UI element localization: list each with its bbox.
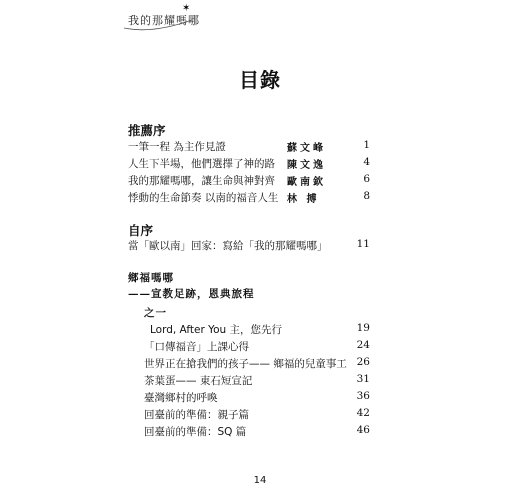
toc-entry[interactable]: [0, 238, 520, 254]
entry-title: 回臺前的準備：SQ 篇: [144, 426, 247, 438]
entry-author: 歐南欽: [287, 177, 326, 188]
toc-entry[interactable]: [0, 322, 520, 338]
section-title-preface: 自序: [128, 223, 154, 238]
entry-page: 6: [363, 173, 370, 185]
entry-page: 36: [356, 390, 370, 402]
running-header: [128, 3, 200, 28]
entry-author: 陳文逸: [287, 160, 326, 171]
toc-entry[interactable]: [0, 173, 520, 189]
entry-author: 林 搏: [287, 194, 320, 205]
toc-entry[interactable]: [0, 373, 520, 389]
entry-page: 19: [356, 322, 370, 334]
entry-title: 悸動的生命節奏 以南的福音人生: [128, 192, 279, 204]
entry-page: 1: [363, 139, 370, 151]
toc-entry[interactable]: [0, 339, 520, 355]
section-title-recommend: 推薦序: [128, 123, 166, 138]
entry-page: 26: [356, 356, 370, 368]
entry-page: 24: [356, 339, 370, 351]
toc-entry[interactable]: [0, 390, 520, 406]
toc-entry[interactable]: [0, 407, 520, 423]
entry-title: 一筆一程 為主作見證: [128, 141, 226, 153]
page-number: 14: [253, 475, 267, 486]
entry-page: 42: [356, 407, 370, 419]
toc-entry[interactable]: [0, 424, 520, 440]
chapter-label: 之一: [144, 307, 167, 319]
star-icon: ✶: [182, 3, 192, 14]
entry-author: 蘇文峰: [287, 143, 326, 154]
entry-page: 46: [356, 424, 370, 436]
toc-entry[interactable]: [0, 356, 520, 372]
toc-entry[interactable]: [0, 139, 520, 155]
entry-title: 茶葉蛋—— 東石短宣記: [144, 375, 253, 387]
entry-title: 臺灣鄉村的呼喚: [144, 392, 218, 404]
entry-title: 回臺前的準備：親子篇: [144, 409, 249, 421]
entry-page: 11: [356, 238, 370, 250]
entry-page: 8: [363, 190, 370, 202]
entry-title: 當「歐以南」回家：寫給「我的那耀嗎哪」: [128, 240, 328, 252]
header-swoosh-icon: [122, 18, 194, 32]
entry-title: 我的那耀嗎哪，讓生命與神對齊: [128, 175, 275, 187]
entry-title: 「口傳福音」上課心得: [144, 341, 249, 353]
running-title: 我的那耀嗎哪: [128, 14, 200, 27]
entry-title: 人生下半場，他們選擇了神的路: [128, 158, 275, 170]
entry-page: 4: [363, 156, 370, 168]
page-title: 目錄: [239, 68, 281, 92]
toc-entry[interactable]: [0, 156, 520, 172]
entry-title: Lord, After You 主，您先行: [150, 324, 283, 336]
section-title-part1: 鄉福嗎哪: [128, 272, 174, 284]
toc-entry[interactable]: [0, 190, 520, 206]
section-subtitle: ——宣教足跡，恩典旅程: [128, 288, 255, 300]
entry-page: 31: [356, 373, 370, 385]
entry-title: 世界正在搶我們的孩子—— 鄉福的兒童事工: [144, 358, 347, 370]
